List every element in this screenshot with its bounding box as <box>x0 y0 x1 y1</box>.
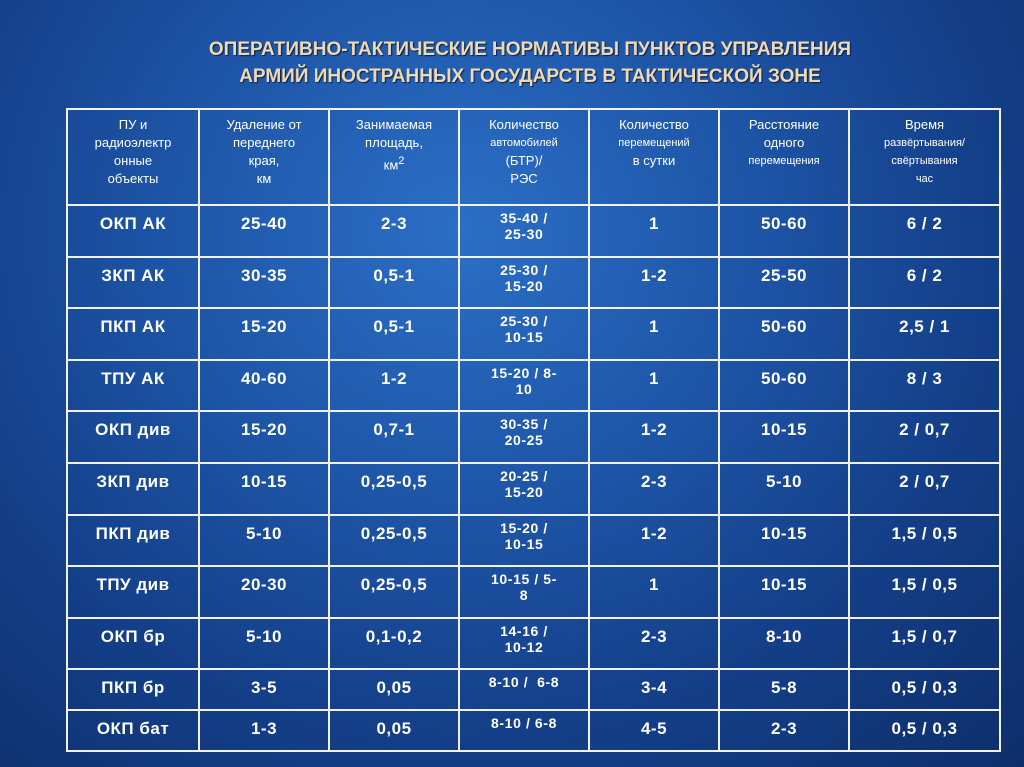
table-row <box>67 566 1000 618</box>
cell-time: 1,5 / 0,5 <box>849 566 1000 618</box>
table-row <box>67 411 1000 463</box>
title-line-1: ОПЕРАТИВНО-ТАКТИЧЕСКИЕ НОРМАТИВЫ ПУНКТОВ УПРАВЛЕНИЯ <box>208 39 852 60</box>
cell-area: 0,1-0,2 <box>329 618 459 670</box>
cell-name: ОКП бат <box>67 710 199 751</box>
cell-vehicles: 10-15 / 5- 8 <box>459 566 589 618</box>
title-line-2: АРМИЙ ИНОСТРАННЫХ ГОСУДАРСТВ В ТАКТИЧЕСКОЙ ЗОНЕ <box>239 66 821 87</box>
table-row <box>67 257 1000 309</box>
cell-moves: 1 <box>589 308 719 360</box>
cell-time: 2 / 0,7 <box>849 463 1000 515</box>
table-row <box>67 710 1000 751</box>
cell-move-distance: 10-15 <box>719 515 849 567</box>
cell-name: ОКП див <box>67 411 199 463</box>
cell-moves: 1 <box>589 566 719 618</box>
cell-moves: 1-2 <box>589 411 719 463</box>
cell-name: ОКП бр <box>67 618 199 670</box>
header-distance: Удаление от переднего края, км <box>199 109 329 205</box>
cell-area: 0,7-1 <box>329 411 459 463</box>
cell-name: ЗКП АК <box>67 257 199 309</box>
cell-vehicles: 25-30 / 15-20 <box>459 257 589 309</box>
cell-name: ПКП див <box>67 515 199 567</box>
table-row <box>67 618 1000 670</box>
cell-area: 0,05 <box>329 710 459 751</box>
cell-distance: 3-5 <box>199 669 329 710</box>
cell-distance: 40-60 <box>199 360 329 412</box>
cell-move-distance: 8-10 <box>719 618 849 670</box>
table-row <box>67 515 1000 567</box>
header-move-distance: Расстояние одного перемещения <box>719 109 849 205</box>
cell-moves: 2-3 <box>589 618 719 670</box>
cell-vehicles: 15-20 / 10-15 <box>459 515 589 567</box>
header-moves: Количество перемещений в сутки <box>589 109 719 205</box>
cell-vehicles: 35-40 / 25-30 <box>459 205 589 257</box>
cell-name: ПКП бр <box>67 669 199 710</box>
cell-time: 0,5 / 0,3 <box>849 669 1000 710</box>
cell-moves: 4-5 <box>589 710 719 751</box>
cell-distance: 25-40 <box>199 205 329 257</box>
cell-distance: 30-35 <box>199 257 329 309</box>
cell-time: 8 / 3 <box>849 360 1000 412</box>
cell-time: 0,5 / 0,3 <box>849 710 1000 751</box>
cell-distance: 20-30 <box>199 566 329 618</box>
cell-move-distance: 5-8 <box>719 669 849 710</box>
cell-time: 2,5 / 1 <box>849 308 1000 360</box>
table-row <box>67 205 1000 257</box>
cell-area: 0,25-0,5 <box>329 463 459 515</box>
table-row <box>67 463 1000 515</box>
cell-distance: 5-10 <box>199 618 329 670</box>
cell-distance: 1-3 <box>199 710 329 751</box>
header-row <box>67 109 1000 205</box>
cell-vehicles: 15-20 / 8- 10 <box>459 360 589 412</box>
header-object: ПУ и радиоэлектр онные объекты <box>67 109 199 205</box>
cell-vehicles: 8-10 / 6-8 <box>459 669 589 710</box>
cell-name: ЗКП див <box>67 463 199 515</box>
cell-area: 0,25-0,5 <box>329 515 459 567</box>
cell-vehicles: 20-25 / 15-20 <box>459 463 589 515</box>
cell-area: 0,05 <box>329 669 459 710</box>
cell-area: 0,25-0,5 <box>329 566 459 618</box>
cell-name: ТПУ див <box>67 566 199 618</box>
cell-name: ОКП АК <box>67 205 199 257</box>
table-row <box>67 669 1000 710</box>
cell-move-distance: 50-60 <box>719 205 849 257</box>
cell-name: ПКП АК <box>67 308 199 360</box>
cell-moves: 1 <box>589 360 719 412</box>
cell-area: 0,5-1 <box>329 257 459 309</box>
cell-time: 6 / 2 <box>849 205 1000 257</box>
cell-distance: 10-15 <box>199 463 329 515</box>
cell-move-distance: 2-3 <box>719 710 849 751</box>
norms-table <box>66 108 1001 752</box>
table-row <box>67 360 1000 412</box>
header-area: Занимаемая площадь, $км^2$ <box>329 109 459 205</box>
cell-area: 2-3 <box>329 205 459 257</box>
cell-distance: 15-20 <box>199 411 329 463</box>
cell-vehicles: 30-35 / 20-25 <box>459 411 589 463</box>
cell-moves: 1-2 <box>589 515 719 567</box>
cell-move-distance: 5-10 <box>719 463 849 515</box>
cell-move-distance: 10-15 <box>719 566 849 618</box>
cell-time: 1,5 / 0,7 <box>849 618 1000 670</box>
cell-time: 1,5 / 0,5 <box>849 515 1000 567</box>
header-vehicles: Количество автомобилей (БТР)/ РЭС <box>459 109 589 205</box>
cell-time: 6 / 2 <box>849 257 1000 309</box>
header-deploy-time: Время развёртывания/ свёртывания час <box>849 109 1000 205</box>
cell-moves: 3-4 <box>589 669 719 710</box>
cell-move-distance: 10-15 <box>719 411 849 463</box>
cell-time: 2 / 0,7 <box>849 411 1000 463</box>
cell-distance: 15-20 <box>199 308 329 360</box>
table-row <box>67 308 1000 360</box>
cell-name: ТПУ АК <box>67 360 199 412</box>
cell-moves: 1-2 <box>589 257 719 309</box>
cell-distance: 5-10 <box>199 515 329 567</box>
cell-move-distance: 50-60 <box>719 360 849 412</box>
cell-area: 0,5-1 <box>329 308 459 360</box>
cell-area: 1-2 <box>329 360 459 412</box>
cell-moves: 1 <box>589 205 719 257</box>
cell-move-distance: 50-60 <box>719 308 849 360</box>
cell-vehicles: 25-30 / 10-15 <box>459 308 589 360</box>
cell-moves: 2-3 <box>589 463 719 515</box>
slide-title <box>60 36 1000 90</box>
cell-vehicles: 14-16 / 10-12 <box>459 618 589 670</box>
cell-move-distance: 25-50 <box>719 257 849 309</box>
cell-vehicles: 8-10 / 6-8 <box>459 710 589 751</box>
